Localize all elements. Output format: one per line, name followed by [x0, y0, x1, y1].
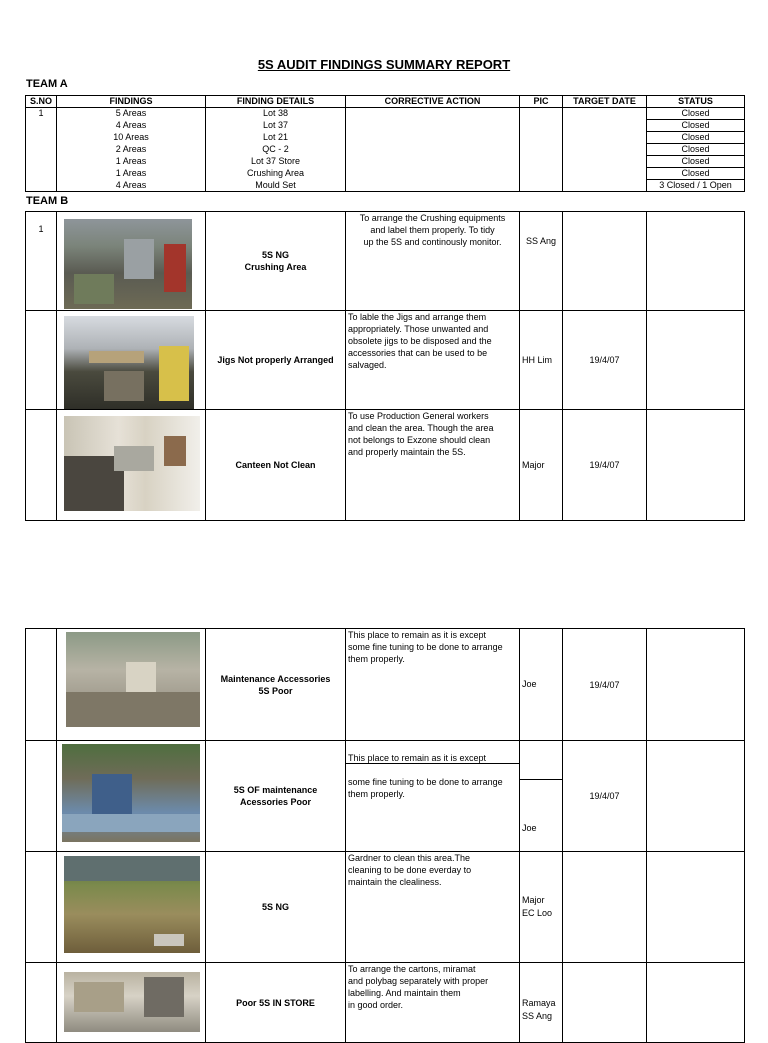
- finding-cell: Jigs Not properly Arranged: [206, 311, 346, 410]
- finding-subtitle: Crushing Area: [244, 262, 307, 272]
- date-cell: [563, 132, 647, 144]
- action-line: some fine tuning to be done to arrange: [348, 777, 503, 787]
- table-row: [26, 410, 745, 521]
- photo-cell: [57, 852, 206, 963]
- action-line: some fine tuning to be done to arrange: [348, 642, 503, 652]
- action-line: and clean the area. Though the area: [348, 423, 494, 433]
- status-cell: [647, 410, 745, 521]
- team-b-label: TEAM B: [26, 195, 69, 207]
- sno-cell: [26, 120, 57, 132]
- pic-cell: [520, 132, 563, 144]
- photo-cell: [57, 212, 206, 311]
- detail-cell: Mould Set: [206, 180, 346, 192]
- finding-title: 5S NG: [261, 250, 289, 260]
- action-line: To arrange the Crushing equipments: [359, 213, 506, 223]
- sno-cell: [26, 410, 57, 521]
- sno-cell: 1: [26, 108, 57, 120]
- table-row: [26, 741, 745, 852]
- action-cell: [346, 311, 520, 410]
- pic-cell: [520, 156, 563, 168]
- pic-cell: [520, 852, 563, 963]
- pic-cell: Major: [520, 410, 563, 521]
- table-row: [26, 629, 745, 741]
- finding-cell: [206, 212, 346, 311]
- table-row: [26, 212, 745, 311]
- table-row: [26, 108, 745, 120]
- header-target-date: TARGET DATE: [563, 96, 647, 108]
- sno-cell: [26, 156, 57, 168]
- pic-cell: [520, 120, 563, 132]
- crushing-area-photo: [64, 219, 192, 309]
- table-row: [26, 168, 745, 180]
- table-row: [26, 120, 745, 132]
- store-photo: [64, 972, 200, 1032]
- detail-cell: Lot 38: [206, 108, 346, 120]
- header-sno: S.NO: [26, 96, 57, 108]
- status-cell: Closed: [647, 120, 745, 132]
- finding-cell: 1 Areas: [57, 168, 206, 180]
- sno-cell: [26, 180, 57, 192]
- pic-cell: [520, 144, 563, 156]
- date-cell: 19/4/07: [563, 410, 647, 521]
- action-cell: [346, 108, 520, 120]
- action-line: labelling. And maintain them: [348, 988, 461, 998]
- finding-cell: 10 Areas: [57, 132, 206, 144]
- finding-title: 5S OF maintenance: [233, 785, 318, 795]
- action-cell: [346, 852, 520, 963]
- action-line: accessories that can be used to be: [348, 348, 488, 358]
- sno-cell: [26, 852, 57, 963]
- finding-cell: 2 Areas: [57, 144, 206, 156]
- photo-cell: [57, 629, 206, 741]
- team-a-label: TEAM A: [26, 78, 68, 90]
- canteen-photo: [64, 416, 200, 511]
- action-line: maintain the clealiness.: [348, 877, 442, 887]
- action-line: and properly maintain the 5S.: [348, 447, 466, 457]
- pic-cell: [520, 741, 563, 852]
- table-row: [26, 132, 745, 144]
- action-cell: [346, 212, 520, 311]
- status-cell: [647, 741, 745, 852]
- action-cell: [346, 144, 520, 156]
- finding-cell: 5S NG: [206, 852, 346, 963]
- table-row: [26, 852, 745, 963]
- date-cell: [563, 180, 647, 192]
- pic-name: EC Loo: [522, 908, 553, 918]
- action-line: salvaged.: [348, 360, 387, 370]
- sno-cell: [26, 741, 57, 852]
- pic-name: SS Ang: [522, 1011, 553, 1021]
- detail-cell: Lot 37 Store: [206, 156, 346, 168]
- date-cell: [563, 168, 647, 180]
- status-cell: Closed: [647, 156, 745, 168]
- action-line: To arrange the cartons, miramat: [348, 964, 476, 974]
- finding-title: Maintenance Accessories: [220, 673, 331, 684]
- action-line: This place to remain as it is except: [348, 630, 487, 640]
- report-title: 5S AUDIT FINDINGS SUMMARY REPORT: [257, 57, 511, 72]
- status-cell: Closed: [647, 108, 745, 120]
- status-cell: [647, 963, 745, 1043]
- action-line: appropriately. Those unwanted and: [348, 324, 489, 334]
- action-cell: [346, 629, 520, 741]
- header-status: STATUS: [647, 96, 745, 108]
- status-cell: [647, 629, 745, 741]
- photo-cell: [57, 741, 206, 852]
- header-finding-details: FINDING DETAILS: [206, 96, 346, 108]
- sno-cell: [26, 629, 57, 741]
- finding-cell: Canteen Not Clean: [206, 410, 346, 521]
- finding-cell: Poor 5S IN STORE: [206, 963, 346, 1043]
- detail-cell: Crushing Area: [206, 168, 346, 180]
- table-row: [26, 156, 745, 168]
- status-cell: Closed: [647, 168, 745, 180]
- pic-cell: [520, 168, 563, 180]
- date-cell: [563, 212, 647, 311]
- action-line: obsolete jigs to be disposed and the: [348, 336, 492, 346]
- maintenance-accessories-photo: [62, 744, 200, 842]
- team-b-continued-table: [25, 628, 745, 1043]
- team-a-header-row: [26, 96, 745, 108]
- status-cell: [647, 852, 745, 963]
- detail-cell: Lot 37: [206, 120, 346, 132]
- finding-cell: 1 Areas: [57, 156, 206, 168]
- status-cell: Closed: [647, 132, 745, 144]
- action-line: To use Production General workers: [348, 411, 489, 421]
- photo-cell: [57, 311, 206, 410]
- finding-cell: 4 Areas: [57, 120, 206, 132]
- date-cell: [563, 852, 647, 963]
- status-cell: [647, 311, 745, 410]
- action-line: not belongs to Exzone should clean: [348, 435, 491, 445]
- team-a-table: [25, 95, 745, 192]
- pic-divider: [520, 768, 562, 780]
- pic-cell: Joe: [520, 629, 563, 741]
- date-cell: [563, 156, 647, 168]
- date-cell: 19/4/07: [563, 629, 647, 741]
- pic-name: Ramaya: [522, 998, 556, 1008]
- sno-cell: [26, 963, 57, 1043]
- garden-area-photo: [64, 856, 200, 953]
- date-cell: [563, 120, 647, 132]
- date-cell: [563, 963, 647, 1043]
- sno-cell: [26, 144, 57, 156]
- sno-cell: [26, 168, 57, 180]
- sno-cell: [26, 311, 57, 410]
- action-line: them properly.: [348, 654, 405, 664]
- action-cell: [346, 180, 520, 192]
- action-cell: [346, 132, 520, 144]
- header-findings: FINDINGS: [57, 96, 206, 108]
- table-row: [26, 963, 745, 1043]
- action-cell: [346, 168, 520, 180]
- sno-cell: [26, 132, 57, 144]
- date-cell: [563, 144, 647, 156]
- finding-subtitle: 5S Poor: [258, 685, 293, 696]
- detail-cell: QC - 2: [206, 144, 346, 156]
- table-row: [26, 144, 745, 156]
- status-cell: 3 Closed / 1 Open: [647, 180, 745, 192]
- photo-cell: [57, 963, 206, 1043]
- pic-cell: SS Ang: [520, 212, 563, 311]
- table-row: [26, 311, 745, 410]
- photo-cell: [57, 410, 206, 521]
- jigs-photo: [64, 316, 194, 409]
- action-line: and polybag separately with proper: [348, 976, 489, 986]
- team-b-table: [25, 211, 745, 521]
- action-cell: [346, 410, 520, 521]
- action-cell: [346, 741, 520, 852]
- finding-cell: 5 Areas: [57, 108, 206, 120]
- finding-cell: 4 Areas: [57, 180, 206, 192]
- action-cell: [346, 120, 520, 132]
- finding-cell: [206, 741, 346, 852]
- maintenance-accessories-photo: [66, 632, 200, 727]
- action-line: This place to remain as it is except: [346, 752, 519, 764]
- table-row: [26, 180, 745, 192]
- pic-cell: HH Lim: [520, 311, 563, 410]
- date-cell: [563, 108, 647, 120]
- date-cell: 19/4/07: [563, 311, 647, 410]
- status-cell: [647, 212, 745, 311]
- pic-cell: [520, 108, 563, 120]
- pic-cell: [520, 963, 563, 1043]
- date-cell: 19/4/07: [563, 741, 647, 852]
- action-line: cleaning to be done everday to: [348, 865, 472, 875]
- status-cell: Closed: [647, 144, 745, 156]
- sno-cell: 1: [26, 212, 57, 311]
- action-cell: [346, 963, 520, 1043]
- detail-cell: Lot 21: [206, 132, 346, 144]
- pic-cell: [520, 180, 563, 192]
- action-line: Gardner to clean this area.The: [348, 853, 471, 863]
- header-corrective-action: CORRECTIVE ACTION: [346, 96, 520, 108]
- action-line: up the 5S and continously monitor.: [363, 237, 502, 247]
- finding-subtitle: Acessories Poor: [239, 797, 312, 807]
- action-line: and label them properly. To tidy: [370, 225, 495, 235]
- action-line: To lable the Jigs and arrange them: [348, 312, 487, 322]
- header-pic: PIC: [520, 96, 563, 108]
- pic-name: Major: [522, 895, 545, 905]
- finding-cell: [206, 629, 346, 741]
- pic-name: Joe: [522, 823, 537, 833]
- action-line: in good order.: [348, 1000, 404, 1010]
- action-line: them properly.: [348, 789, 405, 799]
- action-cell: [346, 156, 520, 168]
